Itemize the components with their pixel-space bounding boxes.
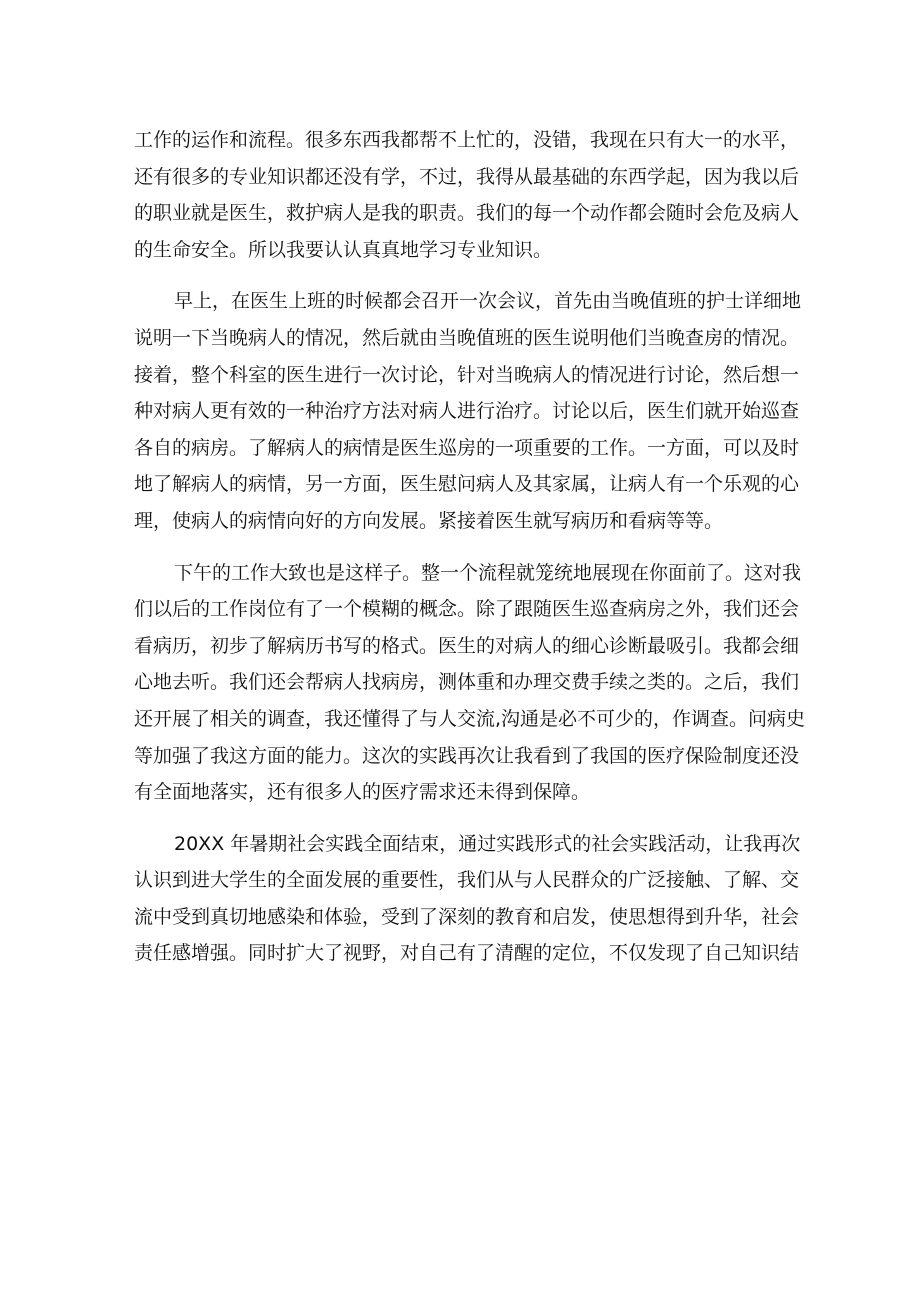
paragraph [134, 122, 800, 268]
paragraph [134, 555, 806, 811]
text-line: 还有很多的专业知识都还没有学，不过，我得从最基础的东西学起，因为我以后 [134, 165, 800, 188]
paragraph [134, 283, 802, 539]
text-line: 接着，整个科室的医生进行一次讨论，针对当晚病人的情况进行讨论，然后想一 [134, 363, 800, 386]
text-line: 责任感增强。同时扩大了视野，对自己有了清醒的定位，不仅发现了自己知识结 [134, 942, 800, 965]
text-line: 种对病人更有效的一种治疗方法对病人进行治疗。讨论以后，医生们就开始巡查 [134, 400, 800, 423]
text-line: 下午的工作大致也是这样子。整一个流程就笼统地展现在你面前了。这对我 [174, 561, 802, 584]
text-line: 的职业就是医生，救护病人是我的职责。我们的每一个动作都会随时会危及病人 [134, 202, 800, 225]
text-line: 说明一下当晚病人的情况，然后就由当晚值班的医生说明他们当晚查房的情况。 [134, 326, 800, 349]
text-line: 的生命安全。所以我要认认真真地学习专业知识。 [134, 238, 553, 261]
text-line: 有全面地落实，还有很多人的医疗需求还未得到保障。 [134, 781, 591, 804]
paragraph-gap [134, 540, 786, 555]
text-line: 还开展了相关的调查，我还懂得了与人交流,沟通是必不可少的，作调查。问病史 [134, 707, 806, 730]
text-line: 流中受到真切地感染和体验，受到了深刻的教育和启发，使思想得到升华，社会 [134, 905, 800, 928]
text-line: 理，使病人的病情向好的方向发展。紧接着医生就写病历和看病等等。 [134, 509, 724, 532]
text-line: 20XX 年暑期社会实践全面结束，通过实践形式的社会实践活动，让我再次 [174, 832, 801, 855]
text-line: 认识到进大学生的全面发展的重要性，我们从与人民群众的广泛接触、了解、交 [134, 869, 800, 892]
paragraph [134, 826, 801, 972]
text-line: 地了解病人的病情，另一方面，医生慰问病人及其家属，让病人有一个乐观的心 [134, 473, 800, 496]
text-line: 看病历，初步了解病历书写的格式。医生的对病人的细心诊断最吸引。我都会细 [134, 634, 800, 657]
text-line: 等加强了我这方面的能力。这次的实践再次让我看到了我国的医疗保险制度还没 [134, 744, 800, 767]
text-line: 心地去听。我们还会帮病人找病房，测体重和办理交费手续之类的。之后，我们 [134, 671, 800, 694]
paragraph-gap [134, 268, 786, 283]
body-text [134, 122, 806, 972]
paragraph-gap [134, 811, 786, 826]
text-line: 早上，在医生上班的时候都会召开一次会议，首先由当晚值班的护士详细地 [174, 290, 802, 313]
text-line: 各自的病房。了解病人的病情是医生巡房的一项重要的工作。一方面，可以及时 [134, 436, 800, 459]
text-line: 们以后的工作岗位有了一个模糊的概念。除了跟随医生巡查病房之外，我们还会 [134, 598, 800, 621]
text-line: 工作的运作和流程。很多东西我都帮不上忙的，没错，我现在只有大一的水平， [134, 129, 800, 151]
